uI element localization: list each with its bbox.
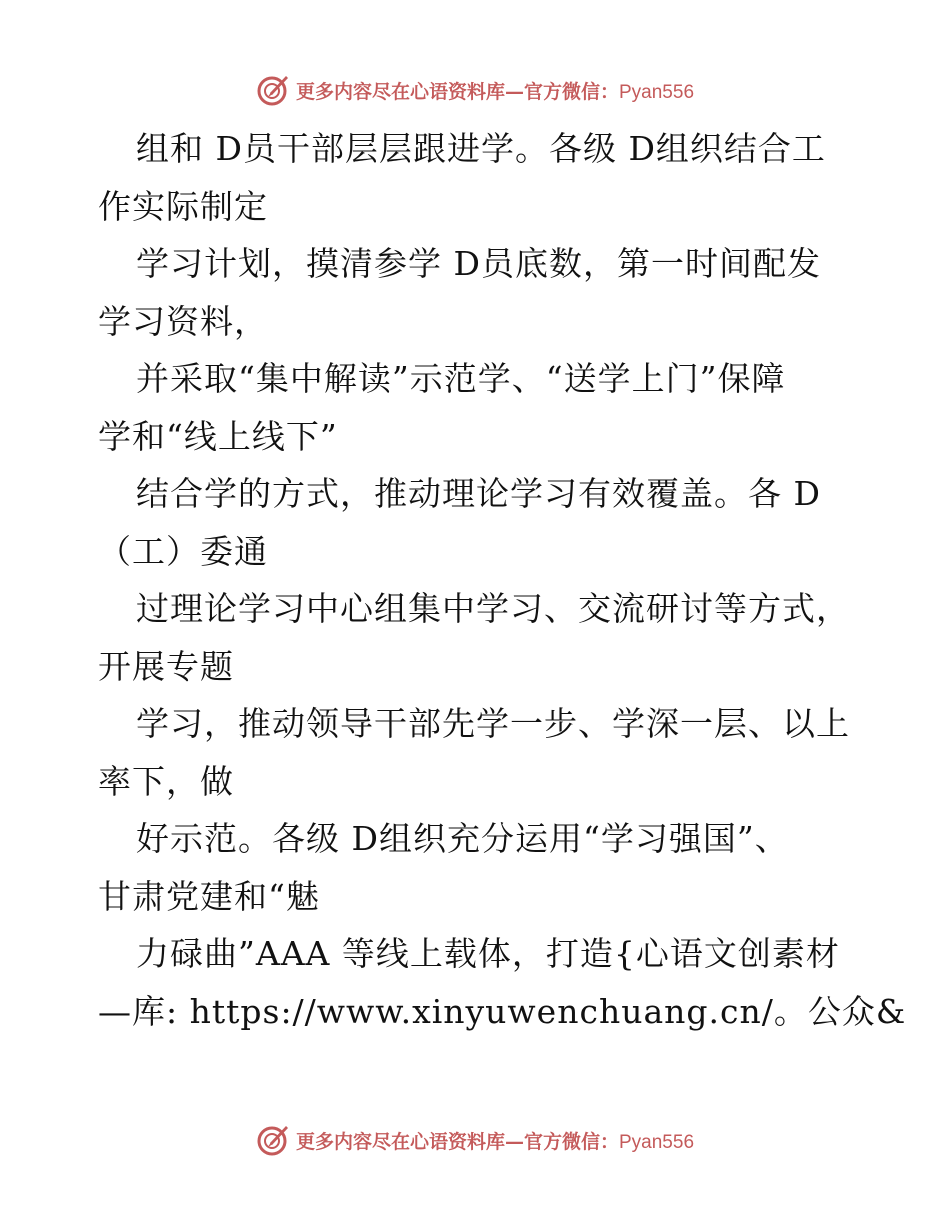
body-line: 率下，做 xyxy=(98,761,234,801)
body-line: —库: https://www.xinyuwenchuang.cn/。公众& xyxy=(98,991,907,1031)
body-line: 过理论学习中心组集中学习、交流研讨等方式， xyxy=(136,589,850,628)
quill-logo-icon xyxy=(256,73,290,107)
header-banner xyxy=(0,70,950,110)
header-wechat-id: Pyan556 xyxy=(619,81,695,103)
body-line: 甘肃党建和“魅 xyxy=(98,876,320,916)
body-line: 学和“线上线下” xyxy=(98,416,338,456)
body-line: （工）委通 xyxy=(98,531,268,571)
body-line: 好示范。各级 D组织充分运用“学习强国”、 xyxy=(136,819,789,858)
quill-logo-icon xyxy=(256,1123,290,1157)
body-line: 组和 D员干部层层跟进学。各级 D组织结合工 xyxy=(136,129,826,168)
body-line: 开展专题 xyxy=(98,646,234,686)
body-line: 并采取“集中解读”示范学、“送学上门”保障 xyxy=(136,359,786,398)
body-line: 学习计划，摸清参学 D员底数，第一时间配发 xyxy=(136,244,821,283)
footer-banner xyxy=(0,1120,950,1160)
body-line: 力碌曲”AAA 等线上载体，打造{心语文创素材 xyxy=(136,934,840,973)
footer-wechat-id: Pyan556 xyxy=(619,1131,695,1153)
body-line: 结合学的方式，推动理论学习有效覆盖。各 D xyxy=(136,474,821,513)
header-banner-text: 更多内容尽在心语资料库—官方微信：Pyan556 xyxy=(295,80,695,103)
document-body xyxy=(98,120,907,1040)
body-line: 学习，推动领导干部先学一步、学深一层、以上 xyxy=(136,704,850,743)
body-line: 学习资料， xyxy=(98,301,268,341)
footer-banner-text: 更多内容尽在心语资料库—官方微信：Pyan556 xyxy=(295,1130,695,1153)
body-line: 作实际制定 xyxy=(98,186,268,226)
